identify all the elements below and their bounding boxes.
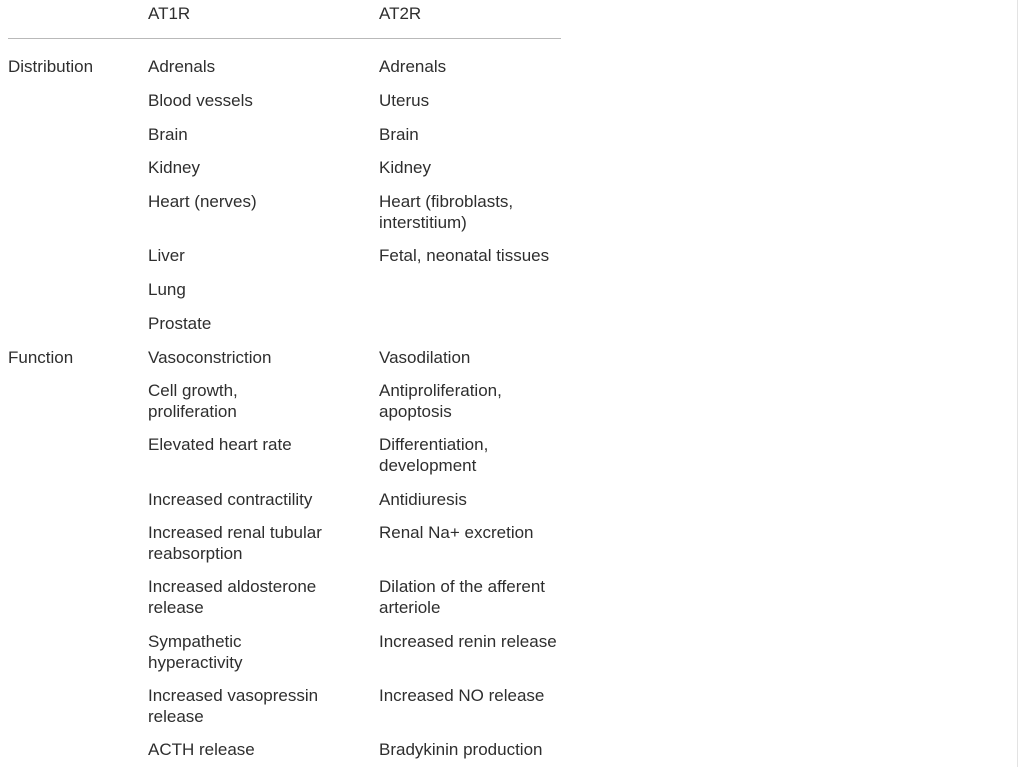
table-cell: Increased renal tubular reabsorption bbox=[148, 523, 322, 563]
table-cell: Vasoconstriction bbox=[148, 348, 272, 367]
table-cell: Kidney bbox=[379, 158, 431, 177]
table-cell: Sympathetic hyperactivity bbox=[148, 632, 243, 672]
table-cell: Uterus bbox=[379, 91, 430, 110]
table-cell: Renal Na+ excretion bbox=[379, 523, 534, 542]
table-cell: Increased aldosterone release bbox=[148, 577, 317, 617]
table-cell: ACTH release bbox=[148, 740, 255, 759]
table-cell: Prostate bbox=[148, 314, 212, 333]
table-cell: Brain bbox=[379, 125, 419, 144]
table-cell: Liver bbox=[148, 246, 185, 265]
table-cell: Brain bbox=[148, 125, 188, 144]
table-cell: Elevated heart rate bbox=[148, 435, 292, 454]
table-cell: Dilation of the afferent arteriole bbox=[379, 577, 546, 617]
table-cell: Kidney bbox=[148, 158, 200, 177]
section-label-function: Function bbox=[8, 348, 74, 367]
table-cell: Increased NO release bbox=[379, 686, 545, 705]
table-cell: Adrenals bbox=[379, 57, 447, 76]
table-cell: Increased vasopressin release bbox=[148, 686, 319, 726]
column-header-at1r: AT1R bbox=[148, 4, 191, 23]
table-cell: Increased contractility bbox=[148, 490, 313, 509]
table-cell: Differentiation, development bbox=[379, 435, 489, 475]
table-cell: Fetal, neonatal tissues bbox=[379, 246, 550, 265]
table-cell: Vasodilation bbox=[379, 348, 471, 367]
table-cell: Blood vessels bbox=[148, 91, 253, 110]
section-label-distribution: Distribution bbox=[8, 57, 94, 76]
table-cell: Increased renin release bbox=[379, 632, 557, 651]
table-cell: Lung bbox=[148, 280, 186, 299]
table-cell: Cell growth, proliferation bbox=[148, 381, 238, 421]
table-cell: Heart (nerves) bbox=[148, 192, 257, 211]
table-cell: Bradykinin production bbox=[379, 740, 543, 759]
page-edge-divider bbox=[1017, 0, 1018, 767]
header-divider bbox=[8, 38, 561, 39]
table-cell: Antidiuresis bbox=[379, 490, 467, 509]
column-header-at2r: AT2R bbox=[379, 4, 422, 23]
table-cell: Antiproliferation, apoptosis bbox=[379, 381, 502, 421]
table-cell: Heart (fibroblasts, interstitium) bbox=[379, 192, 514, 232]
table-cell: Adrenals bbox=[148, 57, 216, 76]
